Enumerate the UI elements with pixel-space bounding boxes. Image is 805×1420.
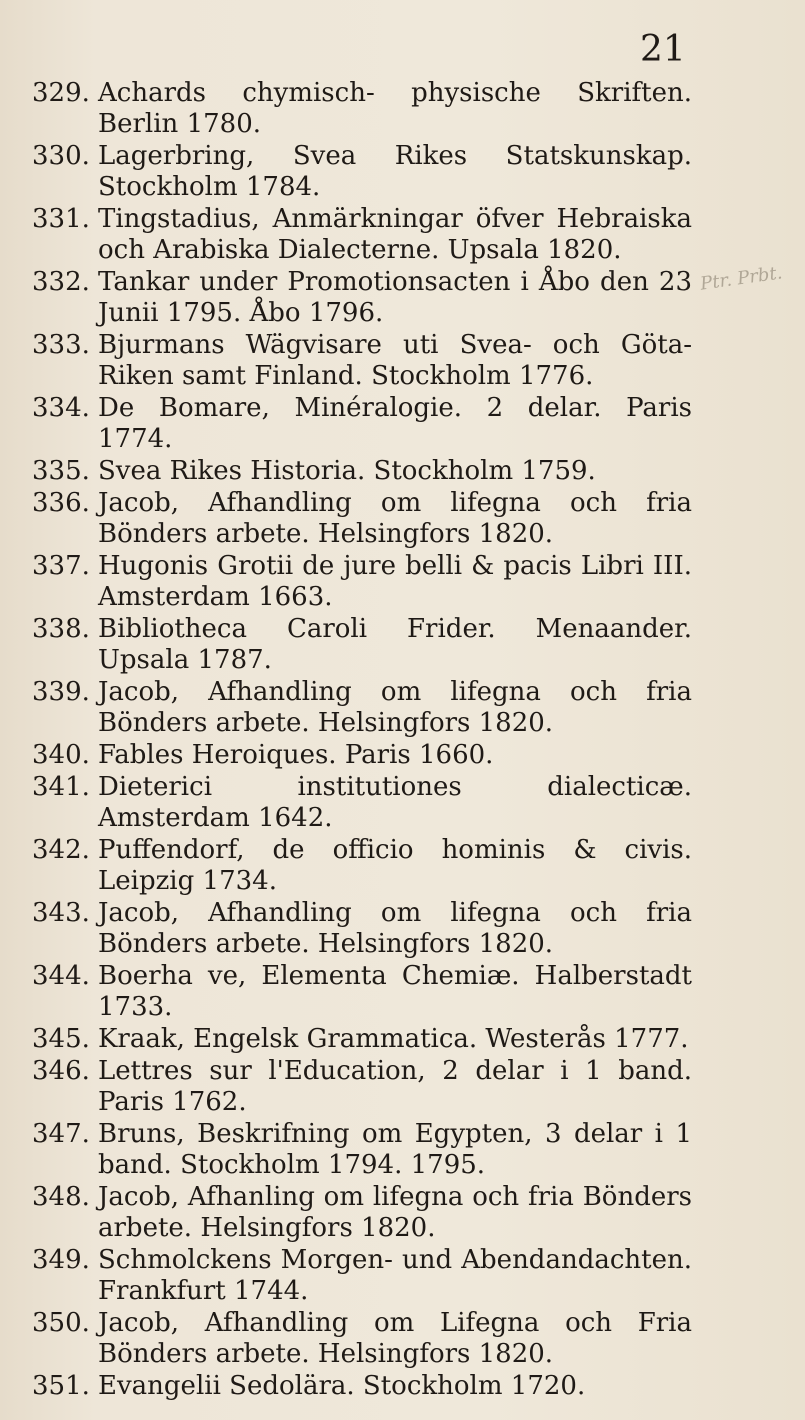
entry-text: Evangelii Sedolära. Stockholm 1720. <box>98 1371 586 1401</box>
handwritten-marginalia: Ptr. Prbt. <box>698 262 784 295</box>
entry-number: 343. <box>32 898 90 928</box>
entry-number: 348. <box>32 1182 90 1212</box>
entry-text: Boerha ve, Elementa Chemiæ. Halberstadt 1733. <box>98 961 692 1022</box>
entry-number: 345. <box>32 1024 90 1054</box>
catalog-entry-347 <box>32 1119 692 1181</box>
entry-text: Tankar under Promotionsacten i Åbo den 23 Junii 1795. Åbo 1796. <box>98 267 692 328</box>
catalog-entry-344 <box>32 961 692 1023</box>
entry-number: 351. <box>32 1371 90 1401</box>
entry-text: Jacob, Afhandling om Lifegna och Fria Bönders arbete. Helsingfors 1820. <box>98 1308 692 1369</box>
page-number: 21 <box>640 29 686 70</box>
entry-number: 331. <box>32 204 90 234</box>
catalog-entry-331 <box>32 204 692 266</box>
entry-text: Svea Rikes Historia. Stockholm 1759. <box>98 456 596 486</box>
entry-text: Lagerbring, Svea Rikes Statskunskap. Stockholm 1784. <box>98 141 692 202</box>
entry-text: Puffendorf, de officio hominis & civis. Leipzig 1734. <box>98 835 692 896</box>
entry-text: Dieterici institutiones dialecticæ. Amsterdam 1642. <box>98 772 692 833</box>
catalog-entry-336 <box>32 488 692 550</box>
entry-number: 340. <box>32 740 90 770</box>
catalog-entry-341 <box>32 772 692 834</box>
catalog-entry-334 <box>32 393 692 455</box>
catalog-entry-340 <box>32 740 692 771</box>
entry-text: Kraak, Engelsk Grammatica. Westerås 1777. <box>98 1024 689 1054</box>
catalog-entry-333 <box>32 330 692 392</box>
entry-number: 350. <box>32 1308 90 1338</box>
entry-text: Schmolckens Morgen- und Abendandachten. Frankfurt 1744. <box>98 1245 692 1306</box>
entry-text: Lettres sur l'Education, 2 delar i 1 band. Paris 1762. <box>98 1056 692 1117</box>
entry-number: 333. <box>32 330 90 360</box>
entry-text: Tingstadius, Anmärkningar öfver Hebraiska och Arabiska Dialecterne. Upsala 1820. <box>98 204 692 265</box>
catalog-entry-343 <box>32 898 692 960</box>
entry-number: 332. <box>32 267 90 297</box>
entry-text: Jacob, Afhandling om lifegna och fria Bönders arbete. Helsingfors 1820. <box>98 898 692 959</box>
entry-number: 337. <box>32 551 90 581</box>
catalog-entry-335 <box>32 456 692 487</box>
entry-number: 338. <box>32 614 90 644</box>
catalog-entry-350 <box>32 1308 692 1370</box>
entry-number: 346. <box>32 1056 90 1086</box>
entry-number: 344. <box>32 961 90 991</box>
catalog-entry-342 <box>32 835 692 897</box>
catalog-entries <box>32 78 692 1403</box>
entry-text: Hugonis Grotii de jure belli & pacis Libri III. Amsterdam 1663. <box>98 551 692 612</box>
entry-text: Achards chymisch- physische Skriften. Berlin 1780. <box>98 78 692 139</box>
entry-number: 336. <box>32 488 90 518</box>
catalog-entry-339 <box>32 677 692 739</box>
entry-text: Bjurmans Wägvisare uti Svea- och Göta- Riken samt Finland. Stockholm 1776. <box>98 330 692 391</box>
entry-text: Jacob, Afhanling om lifegna och fria Bönders arbete. Helsingfors 1820. <box>98 1182 692 1243</box>
entry-number: 330. <box>32 141 90 171</box>
entry-number: 339. <box>32 677 90 707</box>
entry-number: 349. <box>32 1245 90 1275</box>
entry-text: Jacob, Afhandling om lifegna och fria Bönders arbete. Helsingfors 1820. <box>98 677 692 738</box>
catalog-entry-349 <box>32 1245 692 1307</box>
entry-text: Jacob, Afhandling om lifegna och fria Bönders arbete. Helsingfors 1820. <box>98 488 692 549</box>
catalog-entry-345 <box>32 1024 692 1055</box>
catalog-entry-351 <box>32 1371 692 1402</box>
catalog-entry-329 <box>32 78 692 140</box>
catalog-entry-330 <box>32 141 692 203</box>
catalog-entry-332 <box>32 267 692 329</box>
entry-number: 329. <box>32 78 90 108</box>
entry-number: 335. <box>32 456 90 486</box>
entry-number: 341. <box>32 772 90 802</box>
catalog-entry-346 <box>32 1056 692 1118</box>
catalog-entry-348 <box>32 1182 692 1244</box>
entry-text: Bibliotheca Caroli Frider. Menaander. Upsala 1787. <box>98 614 692 675</box>
entry-text: Bruns, Beskrifning om Egypten, 3 delar i 1 band. Stockholm 1794. 1795. <box>98 1119 692 1180</box>
entry-text: De Bomare, Minéralogie. 2 delar. Paris 1774. <box>98 393 692 454</box>
entry-text: Fables Heroiques. Paris 1660. <box>98 740 494 770</box>
catalog-entry-337 <box>32 551 692 613</box>
entry-number: 334. <box>32 393 90 423</box>
entry-number: 342. <box>32 835 90 865</box>
catalog-entry-338 <box>32 614 692 676</box>
entry-number: 347. <box>32 1119 90 1149</box>
